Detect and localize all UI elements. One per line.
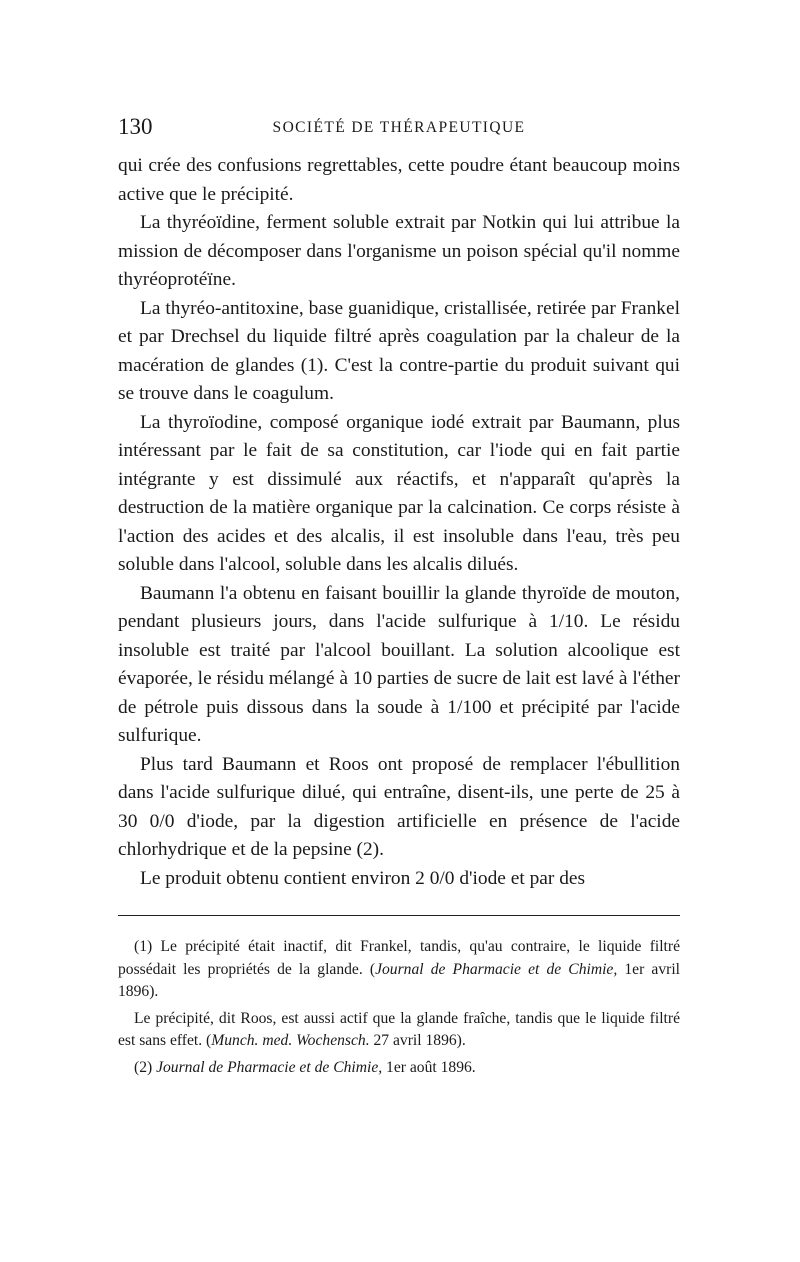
footnote-1b-journal: Munch. med. Wochensch. [211,1032,370,1049]
paragraph-baumann-roos: Plus tard Baumann et Roos ont proposé de remplacer l'ébullition dans l'acide sulfurique dilué, qui entraîne, disent-ils, une perte de 25 à 30 0/0 d'iode, par la digestion artificielle en présence de l'acide chlorhydrique et de la pepsine (2). [118,753,680,860]
footnote-2-marker: (2) [134,1058,157,1076]
footnote-1-text: (1) Le précipité était inactif, dit Frankel, tandis, qu'au contraire, le liquide filtré possédait les propriétés de la glande. ( [118,938,680,978]
book-page [118,112,680,1079]
body-text [118,152,680,893]
footnote-1-date: 1er avril 1896). [118,960,680,1000]
footnote-divider [118,915,680,916]
footnote-2-date: 1er août 1896. [382,1058,476,1076]
paragraph-baumann-method: Baumann l'a obtenu en faisant bouillir la glande thyroïde de mouton, pendant plusieurs jours, dans l'acide sulfurique à 1/10. Le résidu insoluble est traité par l'alcool bouillant. La solution alcoolique est évaporée, le résidu mélangé à 10 parties de sucre de lait est lavé à l'éther de pétrole puis dissous dans la soude à 1/100 et précipité par l'acide sulfurique. [118,582,680,746]
footnote-1b-text: Le précipité, dit Roos, est aussi actif que la glande fraîche, tandis que le liquide filtré est sans effet. ( [118,1009,680,1049]
paragraph-continuation: qui crée des confusions regrettables, cette poudre étant beaucoup moins active que le précipité. [118,155,680,205]
footnote-1 [118,936,680,1004]
footnote-2-journal: Journal de Pharmacie et de Chimie, [156,1058,383,1076]
paragraph-produit: Le produit obtenu contient environ 2 0/0 d'iode et par des [140,867,586,889]
footnote-1-journal: Journal de Pharmacie et de Chimie, [375,960,618,978]
footnote-2 [118,1057,680,1080]
footnote-1-continued [118,1008,680,1053]
paragraph-thyroiodine: La thyroïodine, composé organique iodé extrait par Baumann, plus intéressant par le fait de sa constitution, car l'iode qui en fait partie intégrante y est dissimulé aux réactifs, et n'apparaît qu'après la destruction de la matière organique par la calcination. Ce corps résiste à l'action des acides et des alcalis, il est insoluble dans l'eau, très peu soluble dans l'alcool, soluble dans les alcalis dilués. [118,411,680,575]
paragraph-thyreoidine: La thyréoïdine, ferment soluble extrait par Notkin qui lui attribue la mission de décomposer dans l'organisme un poison spécial qu'il nomme thyréoprotéïne. [118,212,680,290]
footnote-1b-date: 27 avril 1896). [369,1032,466,1049]
running-title: SOCIÉTÉ DE THÉRAPEUTIQUE [272,119,526,136]
running-head [118,112,680,148]
page-number: 130 [118,114,153,139]
footnotes [118,936,680,1079]
paragraph-thyreo-antitoxine: La thyréo-antitoxine, base guanidique, cristallisée, retirée par Frankel et par Drechsel du liquide filtré après coagulation par la chaleur de la macération de glandes (1). C'est la contre-partie du produit suivant qui se trouve dans le coagulum. [118,297,680,404]
